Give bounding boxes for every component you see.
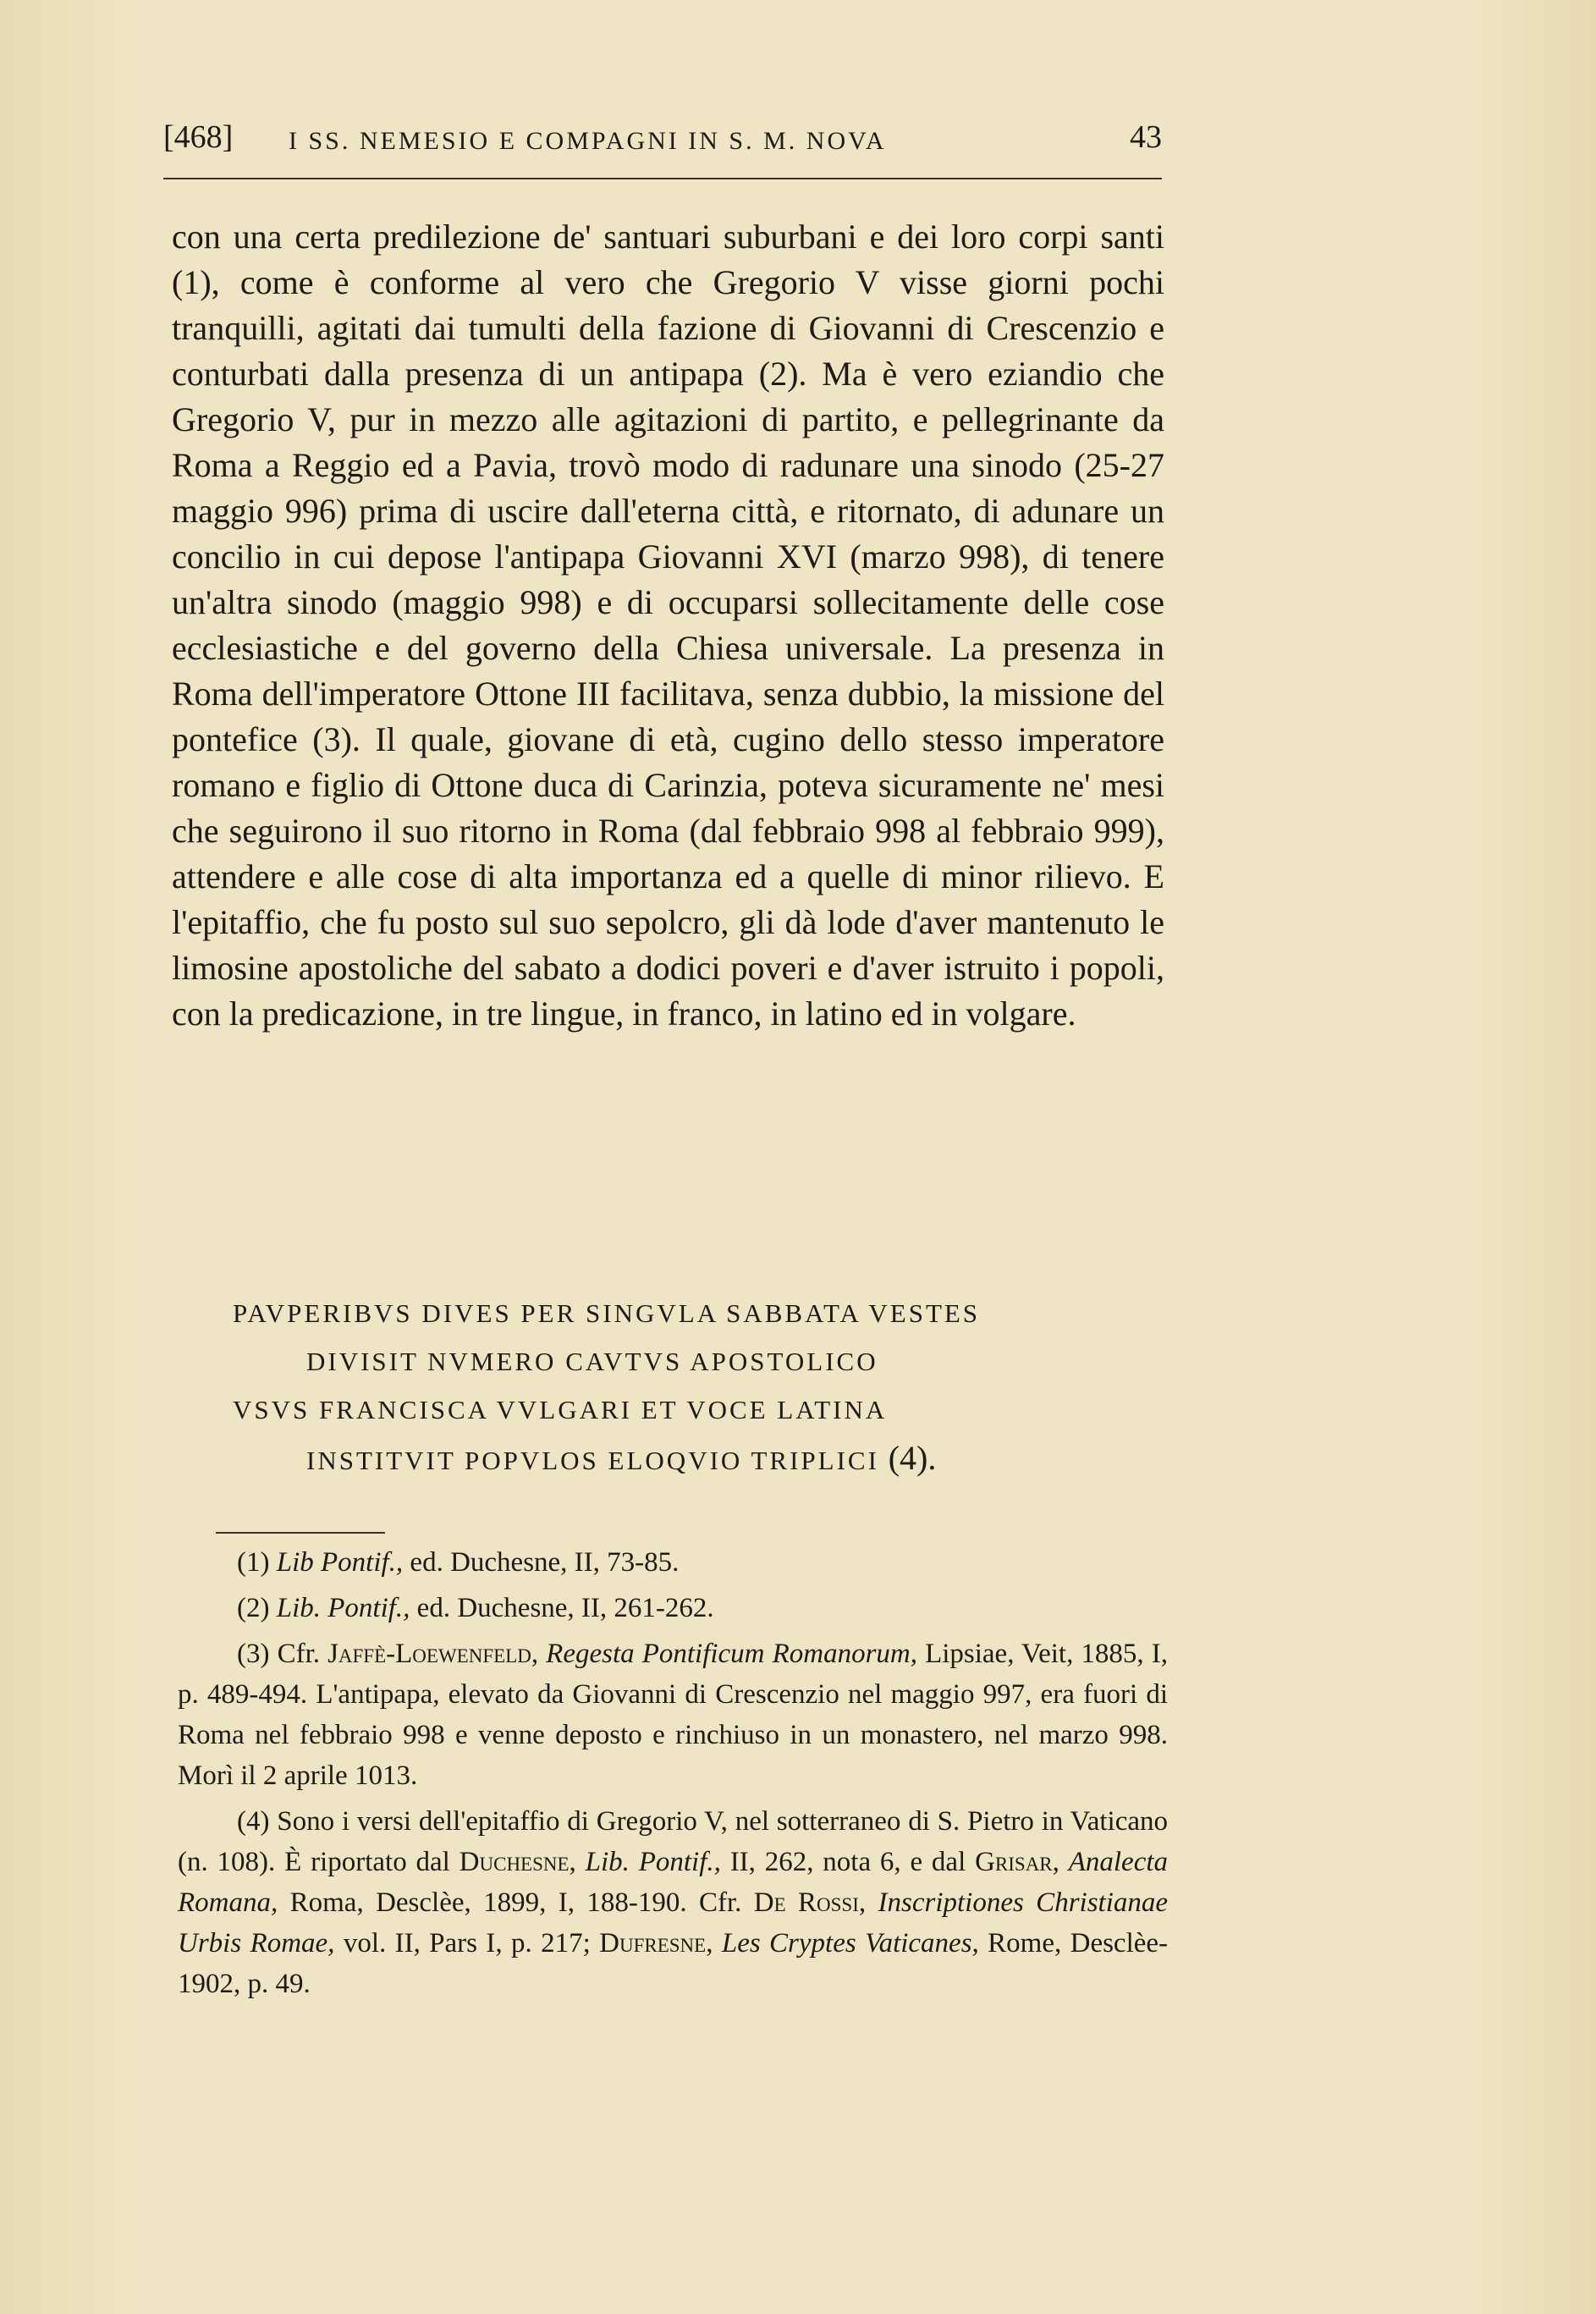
verse-line: DIVISIT NVMERO CAVTVS APOSTOLICO (306, 1347, 878, 1376)
citation-author: Dufresne, (599, 1928, 713, 1959)
footnote-reference: (4). (888, 1439, 937, 1477)
page-number: 43 (1130, 119, 1162, 155)
footnote-number: (4) (237, 1806, 270, 1837)
citation-title: Lib. Pontif., (585, 1847, 721, 1877)
citation-author: Jaffè-Loewenfeld, (327, 1639, 539, 1669)
footnote-3 (178, 1634, 1168, 1796)
verse-line: VSVS FRANCISCA VVLGARI ET VOCE LATINA (233, 1395, 888, 1424)
footnote-number: (1) (237, 1547, 270, 1578)
verse-text: INSTITVIT POPVLOS ELOQVIO TRIPLICI (306, 1446, 879, 1475)
citation-text: Cfr. (277, 1639, 320, 1669)
running-title: I SS. NEMESIO E COMPAGNI IN S. M. NOVA (289, 127, 887, 155)
epitaph-verses (233, 1289, 1180, 1485)
citation-text: vol. II, Pars I, p. 217; (343, 1928, 591, 1959)
citation-title: Regesta Pontificum Romanorum, (546, 1639, 917, 1669)
citation-title: Lib. Pontif., (276, 1593, 410, 1623)
page-reference: [468] (163, 119, 234, 155)
citation-text: Rome, Desclèe- 1902, p. 49. (178, 1928, 1169, 1999)
citation-author: Duchesne, (459, 1847, 576, 1877)
footnote-number: (3) (237, 1639, 270, 1669)
citation-author: Grisar, (975, 1847, 1059, 1877)
verse-line (233, 1434, 1180, 1485)
footnote-4 (178, 1801, 1168, 2004)
citation-text: Lipsiae, Veit, 1885, I, p. 489-494. L'antipapa, elevato da Giovanni di Crescenzio nel maggio 997, era fuori di Roma nel febbraio 998 e venne deposto e rinchiuso in un monastero, nel marzo 998. Morì il 2 aprile 1013. (178, 1639, 1168, 1791)
citation-title: Les Cryptes Vaticanes, (721, 1928, 979, 1959)
citation-author: De Rossi, (753, 1887, 867, 1918)
footnote-divider (216, 1532, 385, 1534)
citation-text: ed. Duchesne, II, 261-262. (416, 1593, 714, 1623)
citation-title: Inscriptiones Christianae Urbis Romae, (178, 1887, 1169, 1959)
citation-text: II, 262, nota 6, e dal (729, 1847, 966, 1877)
running-header (163, 118, 1162, 179)
verse-line: PAVPERIBVS DIVES PER SINGVLA SABBATA VESTES (233, 1298, 981, 1328)
footnotes (178, 1542, 1168, 2009)
citation-text: ed. Duchesne, II, 73-85. (410, 1547, 680, 1578)
body-paragraph: con una certa predilezione de' santuari suburbani e dei loro corpi santi (1), come è conforme al vero che Gregorio V visse giorni pochi tranquilli, agitati dai tumulti della fazione di Giovanni di Crescenzio e conturbati dalla presenza di un antipapa (2). Ma è vero eziandio che Gregorio V, pur in mezzo alle agitazioni di partito, e pellegrinante da Roma a Reggio ed a Pavia, trovò modo di radunare una sinodo (25-27 maggio 996) prima di uscire dall'eterna città, e ritornato, di adunare un concilio in cui depose l'antipapa Giovanni XVI (marzo 998), di tenere un'altra sinodo (maggio 998) e di occuparsi sollecitamente delle cose ecclesiastiche e del governo della Chiesa universale. La presenza in Roma dell'imperatore Ottone III facilitava, senza dubbio, la missione del pontefice (3). Il quale, giovane di età, cugino dello stesso imperatore romano e figlio di Ottone duca di Carinzia, poteva sicuramente ne' mesi che seguirono il suo ritorno in Roma (dal febbraio 998 al febbraio 999), attendere e alle cose di alta importanza ed a quelle di minor rilievo. E l'epitaffio, che fu posto sul suo sepolcro, gli dà lode d'aver mantenuto le limosine apostoliche del sabato a dodici poveri e d'aver istruito i popoli, con la predicazione, in tre lingue, in franco, in latino ed in volgare. (172, 218, 1164, 1033)
footnote-1 (178, 1542, 1168, 1583)
citation-text: Roma, Desclèe, 1899, I, 188-190. Cfr. (289, 1887, 742, 1918)
citation-text: Sono i versi dell'epitaffio di Gregorio V, nel sotterraneo di S. Pietro in Vaticano (n. 108). È riportato dal (178, 1806, 1169, 1877)
citation-title: Analecta Romana, (178, 1847, 1169, 1918)
footnote-number: (2) (237, 1593, 270, 1623)
footnote-2 (178, 1588, 1168, 1628)
citation-title: Lib Pontif., (276, 1547, 404, 1578)
